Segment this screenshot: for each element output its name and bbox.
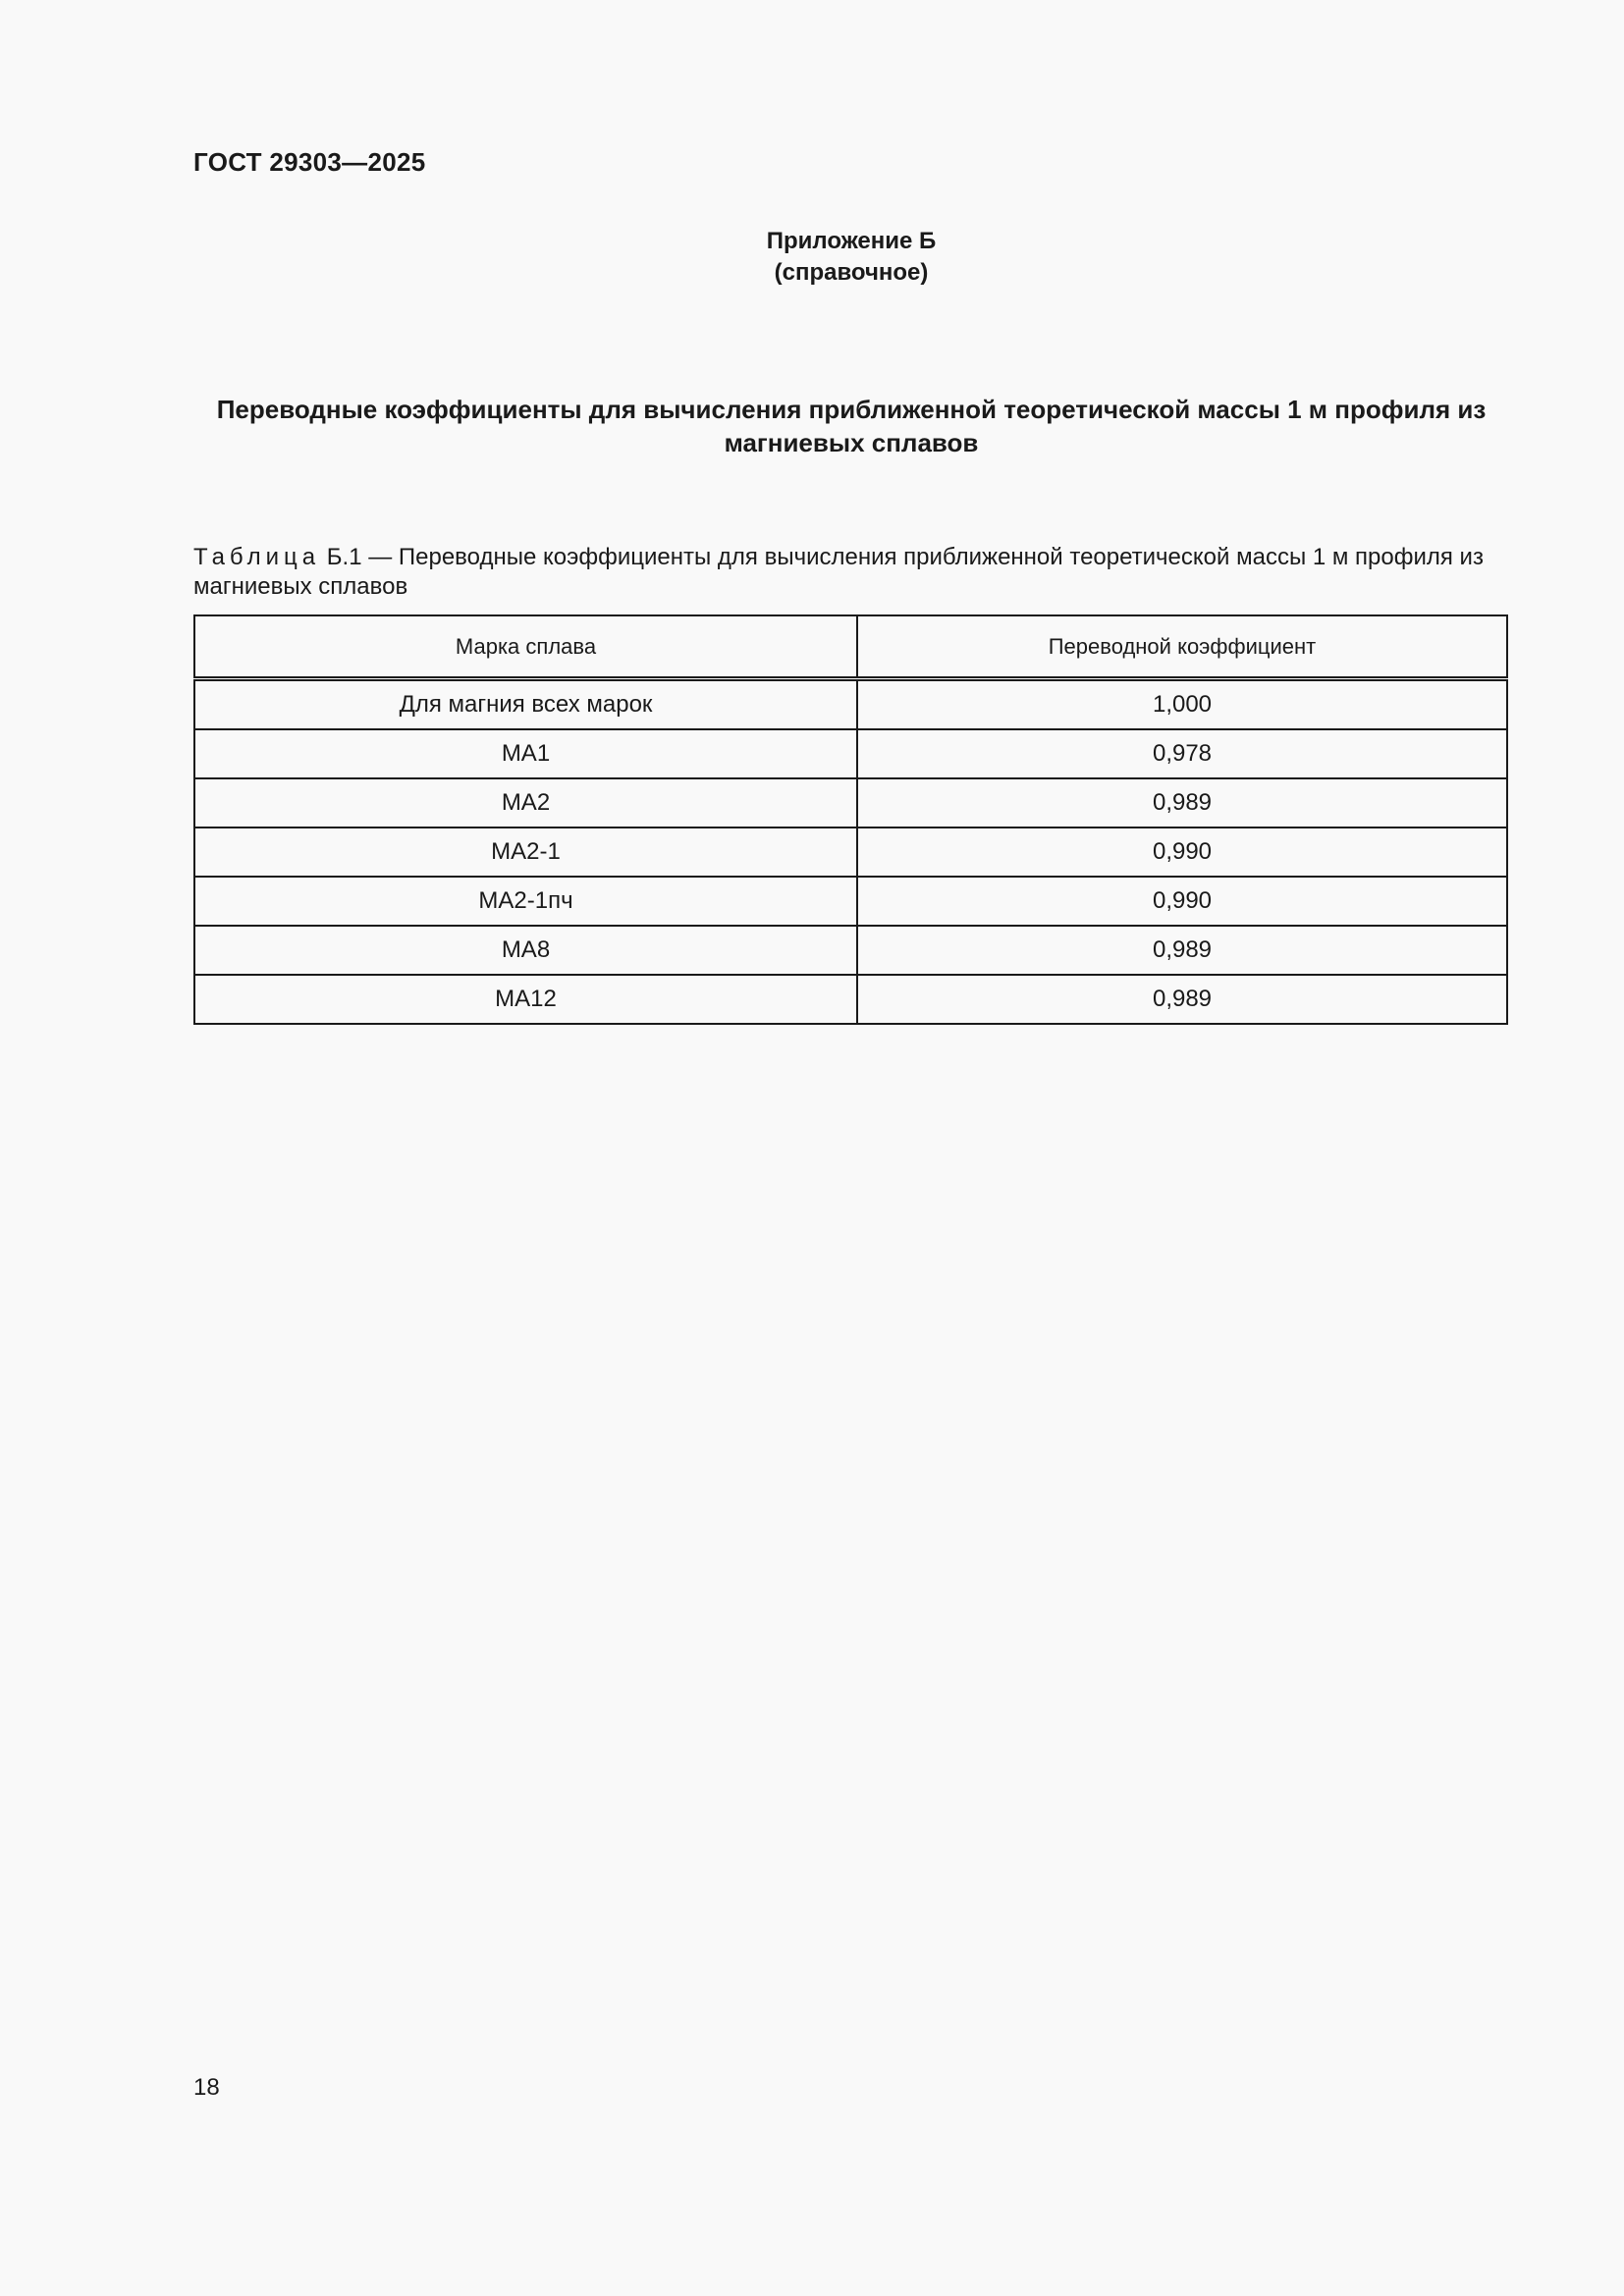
coefficient-cell: 0,978 (857, 729, 1507, 778)
alloy-grade-cell: МА8 (194, 926, 857, 975)
table-caption (193, 543, 1514, 602)
alloy-grade-cell: МА1 (194, 729, 857, 778)
coefficient-cell: 1,000 (857, 679, 1507, 730)
coefficient-cell: 0,990 (857, 877, 1507, 926)
appendix-kind: (справочное) (774, 259, 929, 286)
column-header-coefficient: Переводной коэффициент (857, 615, 1507, 679)
appendix-title: Приложение Б (766, 228, 937, 254)
coefficient-cell: 0,989 (857, 926, 1507, 975)
page-number: 18 (193, 2074, 220, 2101)
conversion-coefficients-table (193, 614, 1508, 1025)
table-row (194, 679, 1507, 730)
alloy-grade-cell: МА2-1 (194, 828, 857, 877)
table-row (194, 729, 1507, 778)
table-header-row (194, 615, 1507, 679)
coefficient-cell: 0,989 (857, 778, 1507, 828)
alloy-grade-cell: Для магния всех марок (194, 679, 857, 730)
document-code: ГОСТ 29303—2025 (193, 147, 426, 177)
table-caption-text: Б.1 — Переводные коэффициенты для вычисления приближенной теоретической массы 1 м профиля из магниевых сплавов (193, 544, 1484, 600)
alloy-grade-cell: МА2-1пч (194, 877, 857, 926)
table-caption-label: Таблица (193, 544, 321, 570)
table-row (194, 975, 1507, 1024)
alloy-grade-cell: МА12 (194, 975, 857, 1024)
section-title: Переводные коэффициенты для вычисления приближенной теоретической массы 1 м профиля из магниевых сплавов (216, 395, 1487, 457)
column-header-alloy-grade: Марка сплава (194, 615, 857, 679)
table-row (194, 778, 1507, 828)
table-row (194, 877, 1507, 926)
alloy-grade-cell: МА2 (194, 778, 857, 828)
coefficient-cell: 0,989 (857, 975, 1507, 1024)
table-row (194, 926, 1507, 975)
table-row (194, 828, 1507, 877)
coefficient-cell: 0,990 (857, 828, 1507, 877)
